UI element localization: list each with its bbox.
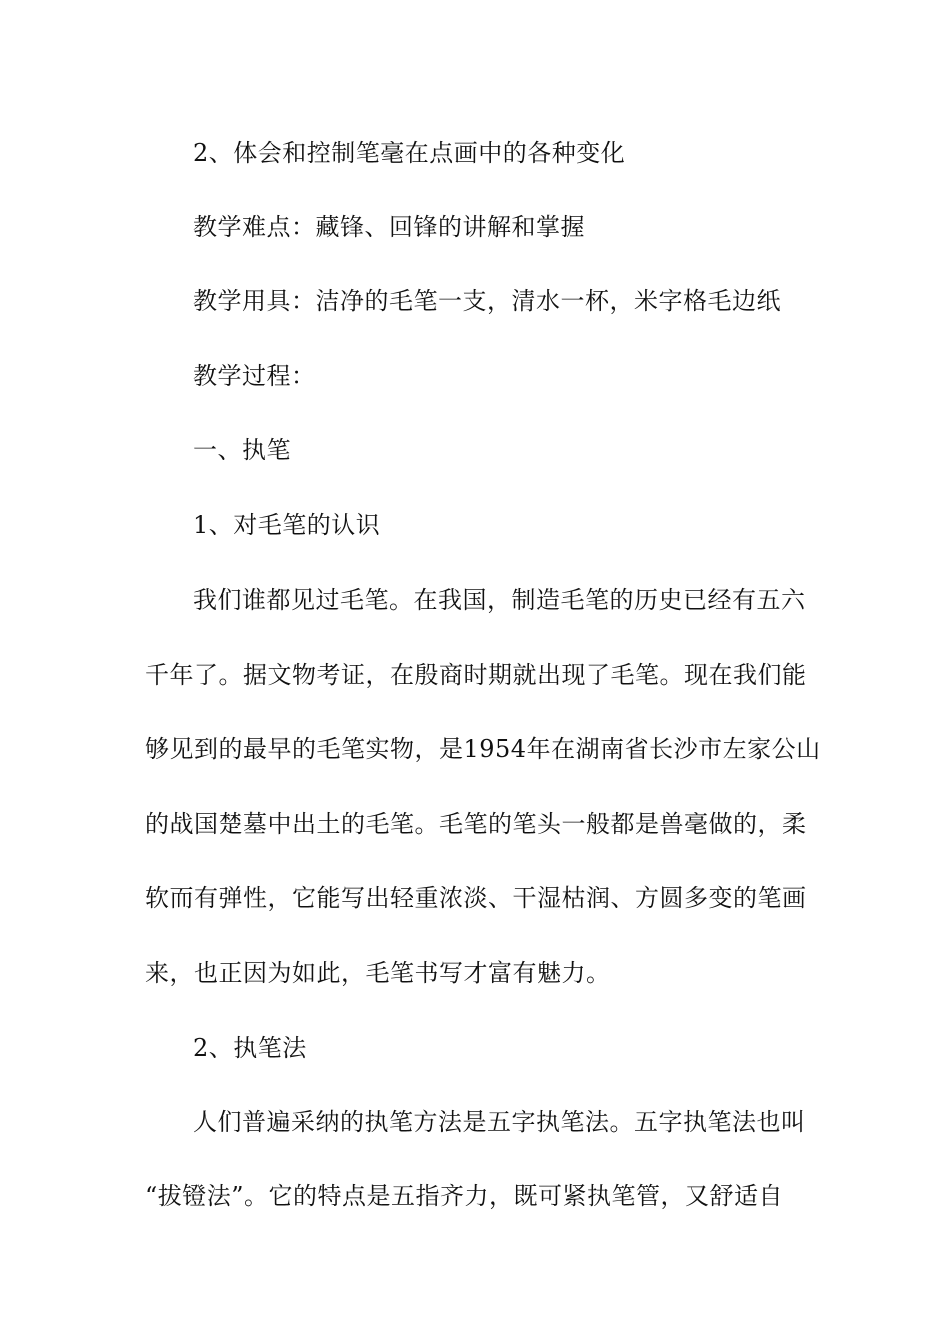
- paragraph-line: 千年了。据文物考证，在殷商时期就出现了毛笔。现在我们能: [145, 661, 807, 689]
- objective-item-2: 2、体会和控制笔毫在点画中的各种变化: [193, 139, 626, 167]
- paragraph-line: 我们谁都见过毛笔。在我国，制造毛笔的历史已经有五六: [193, 586, 806, 614]
- teaching-tools: 教学用具：洁净的毛笔一支，清水一杯，米字格毛边纸: [193, 287, 781, 315]
- paragraph-line: 够见到的最早的毛笔实物，是1954年在湖南省长沙市左家公山: [145, 735, 821, 763]
- section-heading-holding-brush: 一、执笔: [193, 436, 291, 464]
- paragraph-line: 软而有弹性，它能写出轻重浓淡、干湿枯润、方圆多变的笔画: [145, 884, 807, 912]
- paragraph-line: 的战国楚墓中出土的毛笔。毛笔的笔头一般都是兽毫做的，柔: [145, 810, 807, 838]
- paragraph-line: “拔镫法”。它的特点是五指齐力，既可紧执笔管，又舒适自: [145, 1182, 784, 1210]
- subsection-heading-brush-knowledge: 1、对毛笔的认识: [193, 511, 381, 539]
- paragraph-line: 人们普遍采纳的执笔方法是五字执笔法。五字执笔法也叫: [193, 1108, 806, 1136]
- teaching-difficulty: 教学难点：藏锋、回锋的讲解和掌握: [193, 213, 585, 241]
- subsection-heading-holding-method: 2、执笔法: [193, 1034, 307, 1062]
- paragraph-line: 来，也正因为如此，毛笔书写才富有魅力。: [145, 959, 611, 987]
- teaching-process-heading: 教学过程：: [193, 362, 316, 390]
